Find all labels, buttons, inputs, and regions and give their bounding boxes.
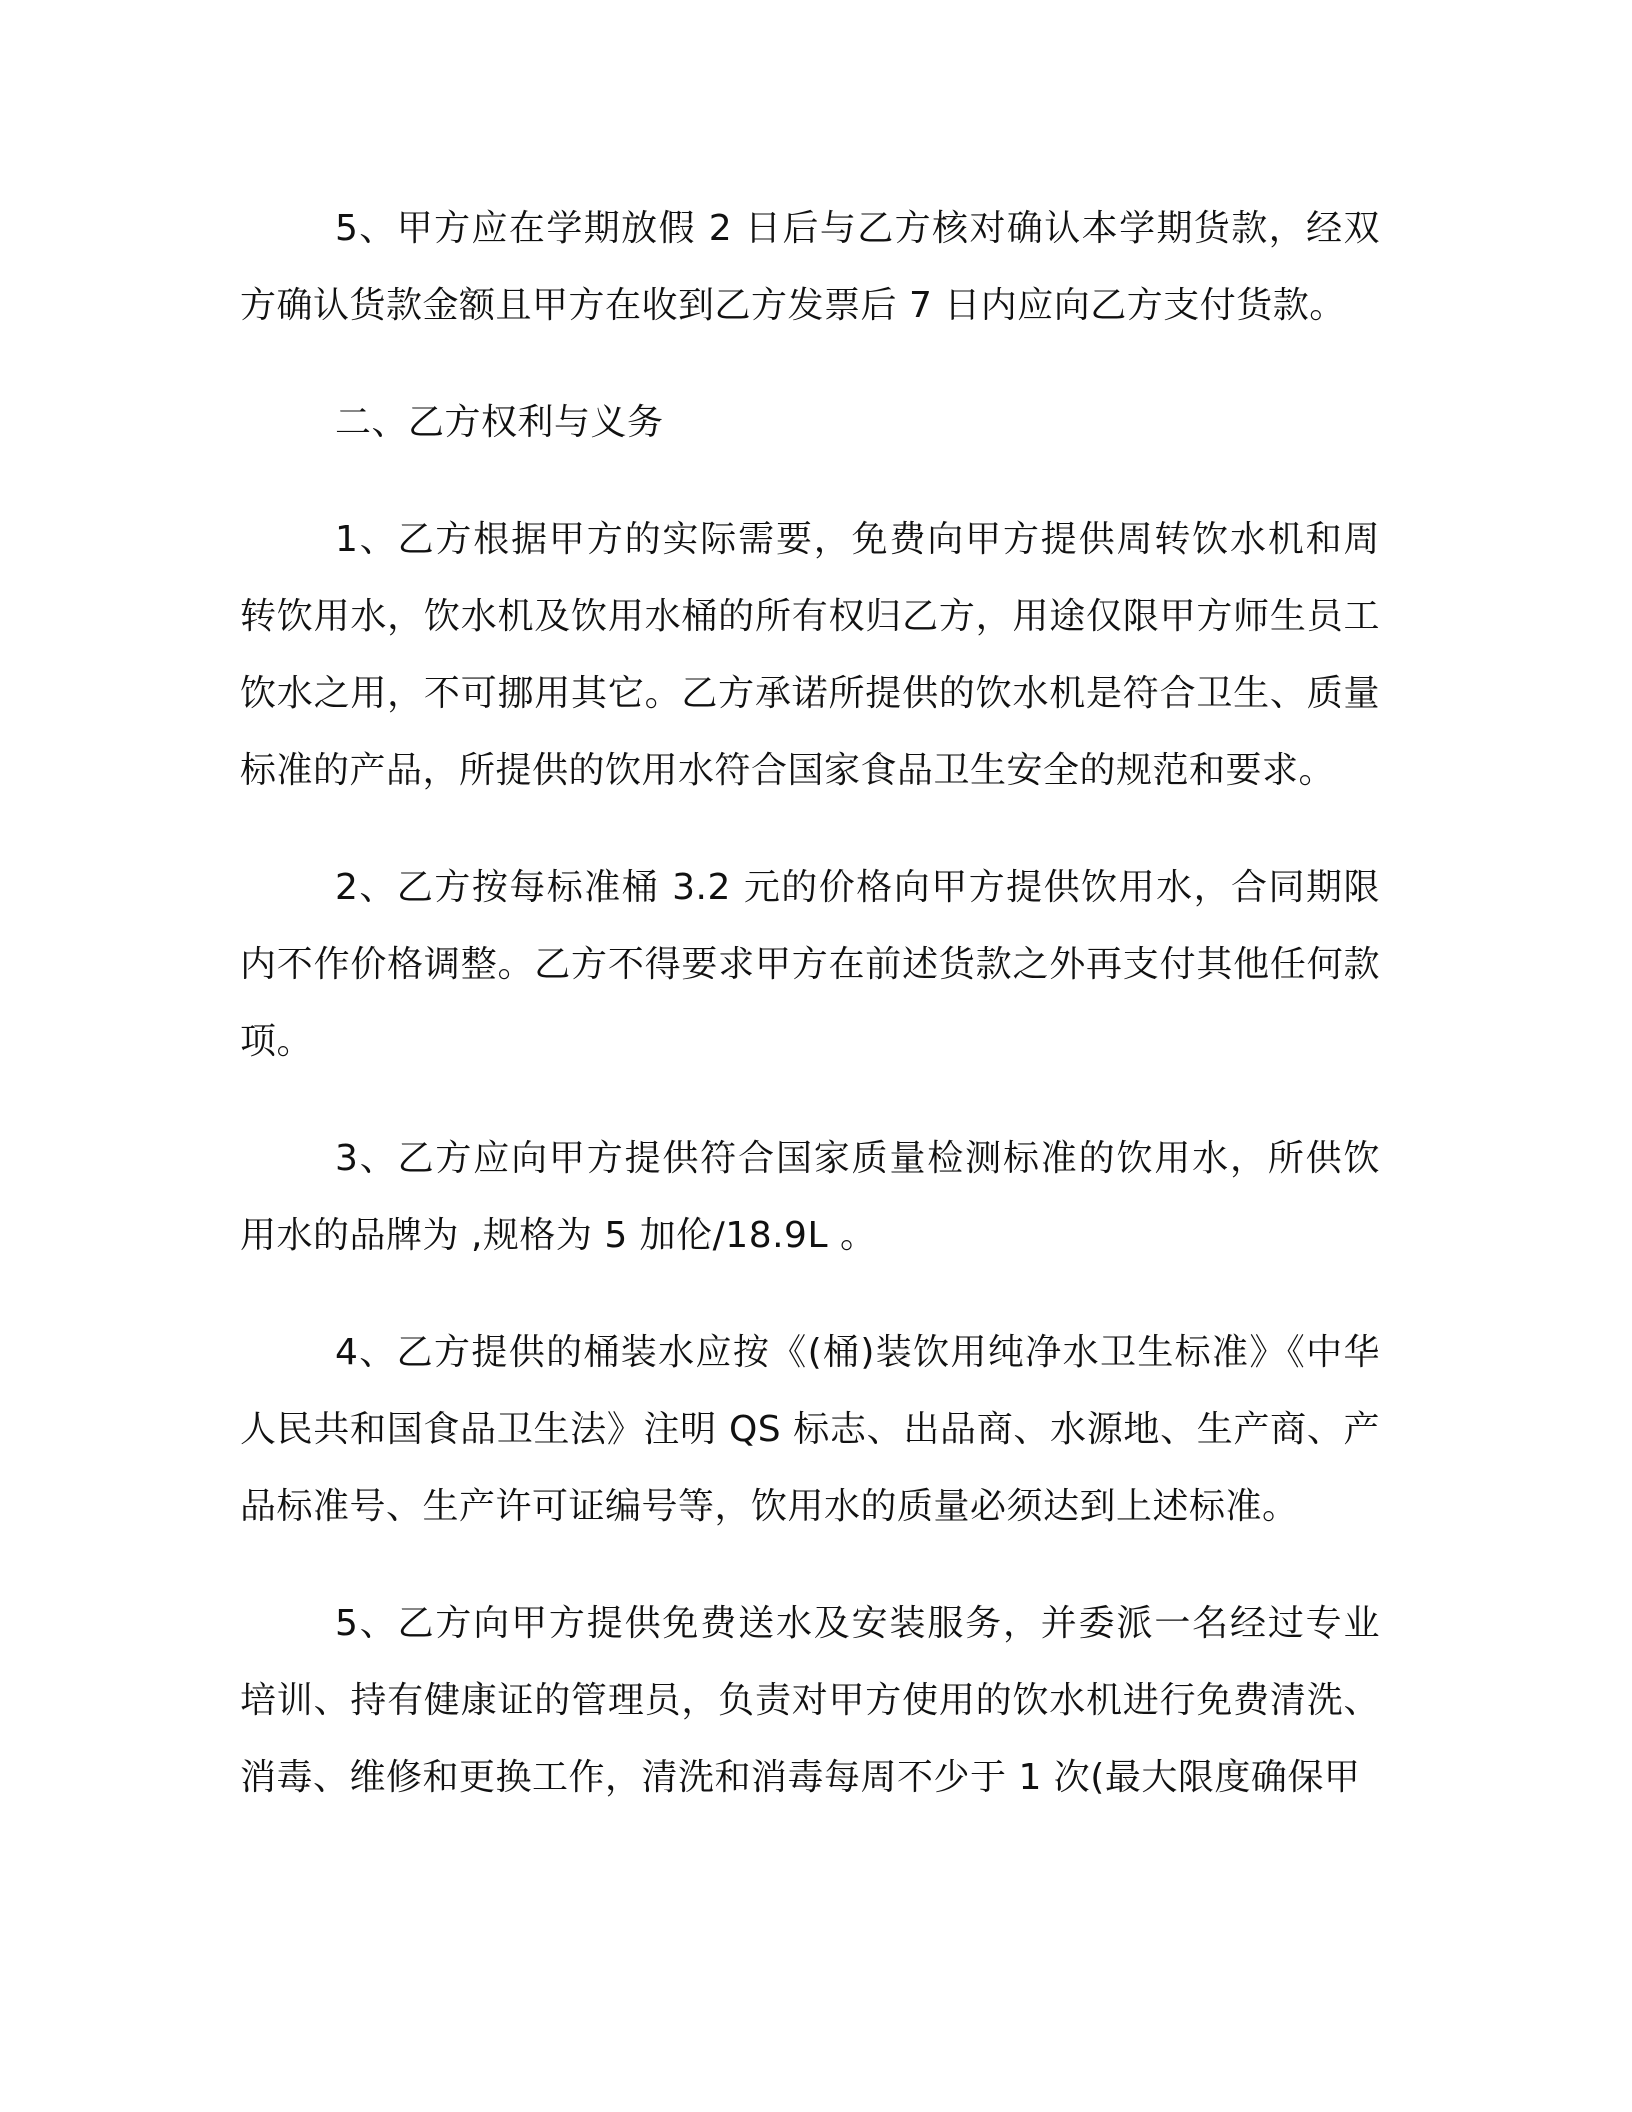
paragraph-party-b-3: 3、乙方应向甲方提供符合国家质量检测标准的饮用水，所供饮用水的品牌为 ,规格为 5 加伦/18.9L 。 [240, 1138, 1380, 1256]
paragraph-party-b-4: 4、乙方提供的桶装水应按《(桶)装饮用纯净水卫生标准》《中华人民共和国食品卫生法》注明 QS 标志、出品商、水源地、生产商、产品标准号、生产许可证编号等，饮用水的质量必须达到上述标准。 [240, 1332, 1380, 1527]
section-heading-party-b-rights: 二、乙方权利与义务 [335, 402, 664, 443]
paragraph-party-b-2: 2、乙方按每标准桶 3.2 元的价格向甲方提供饮用水，合同期限内不作价格调整。乙方不得要求甲方在前述货款之外再支付其他任何款项。 [240, 867, 1380, 1062]
document-body [240, 190, 1380, 1856]
paragraph-party-a-5: 5、甲方应在学期放假 2 日后与乙方核对确认本学期货款，经双方确认货款金额且甲方在收到乙方发票后 7 日内应向乙方支付货款。 [240, 208, 1380, 326]
paragraph-party-b-1: 1、乙方根据甲方的实际需要，免费向甲方提供周转饮水机和周转饮用水，饮水机及饮用水桶的所有权归乙方，用途仅限甲方师生员工饮水之用，不可挪用其它。乙方承诺所提供的饮水机是符合卫生、质量标准的产品，所提供的饮用水符合国家食品卫生安全的规范和要求。 [240, 519, 1380, 791]
paragraph-party-b-5: 5、乙方向甲方提供免费送水及安装服务，并委派一名经过专业培训、持有健康证的管理员，负责对甲方使用的饮水机进行免费清洗、消毒、维修和更换工作，清洗和消毒每周不少于 1 次(最大限度确保甲 [240, 1603, 1380, 1798]
